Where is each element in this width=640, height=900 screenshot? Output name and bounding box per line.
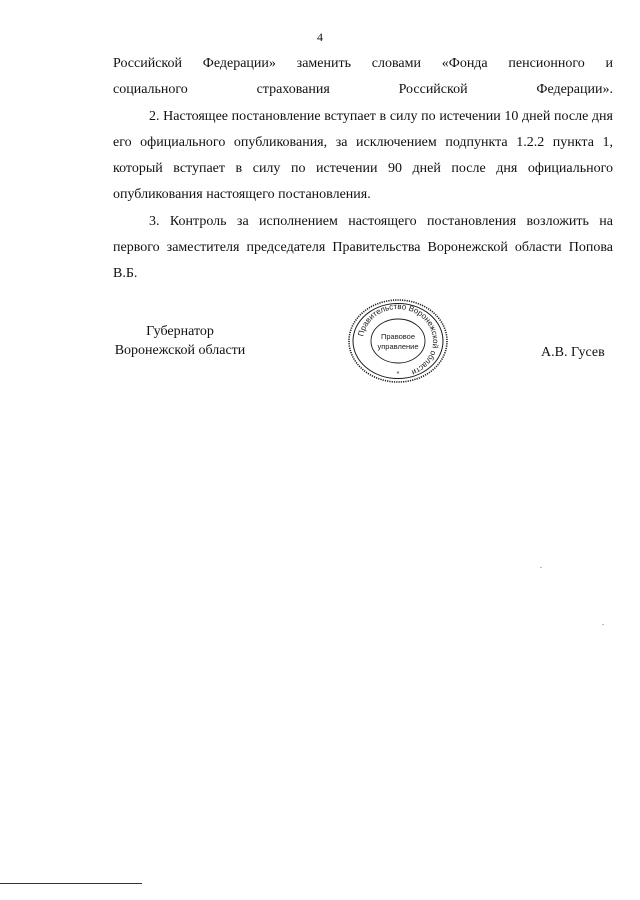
seal-ring-text: Правительство Воронежской области xyxy=(356,301,441,378)
seal-star-icon: * xyxy=(396,371,400,378)
signatory-title-line-2: Воронежской области xyxy=(114,343,246,358)
paragraph-2: 2. Настоящее постановление вступает в силу по истечении 10 дней после дня его официального опубликования, за исключением подпункта 1.2.2 пункта 1, который вступает в силу по истечении 90 дней после дня официального опубликования настоящего постановления. xyxy=(113,108,613,203)
seal-graphic xyxy=(345,296,451,386)
paragraph-1-line-2: социального страхования Российской Федерации». xyxy=(113,82,613,98)
scan-artifact xyxy=(540,567,542,568)
seal-outer-ring xyxy=(353,301,443,379)
signatory-name: А.В. Гусев xyxy=(541,345,605,360)
paragraph-1 xyxy=(113,51,613,104)
seal-center-line-1: Правовое xyxy=(380,332,416,341)
paragraph-3: 3. Контроль за исполнением настоящего постановления возложить на первого заместителя председателя Правительства Воронежской области Попова В.Б. xyxy=(113,213,613,282)
page-number: 4 xyxy=(317,30,323,44)
document-body xyxy=(113,51,613,288)
paragraph-1-line-1: Российской Федерации» заменить словами «Фонда пенсионного и xyxy=(113,56,613,71)
seal-inner-ring xyxy=(371,319,425,363)
official-seal xyxy=(345,296,451,386)
seal-center-line-2: управление xyxy=(377,342,419,351)
signatory-title xyxy=(105,322,255,360)
scan-artifact xyxy=(602,624,604,625)
signatory-title-line-1: Губернатор xyxy=(146,324,214,339)
footer-rule xyxy=(0,883,142,884)
